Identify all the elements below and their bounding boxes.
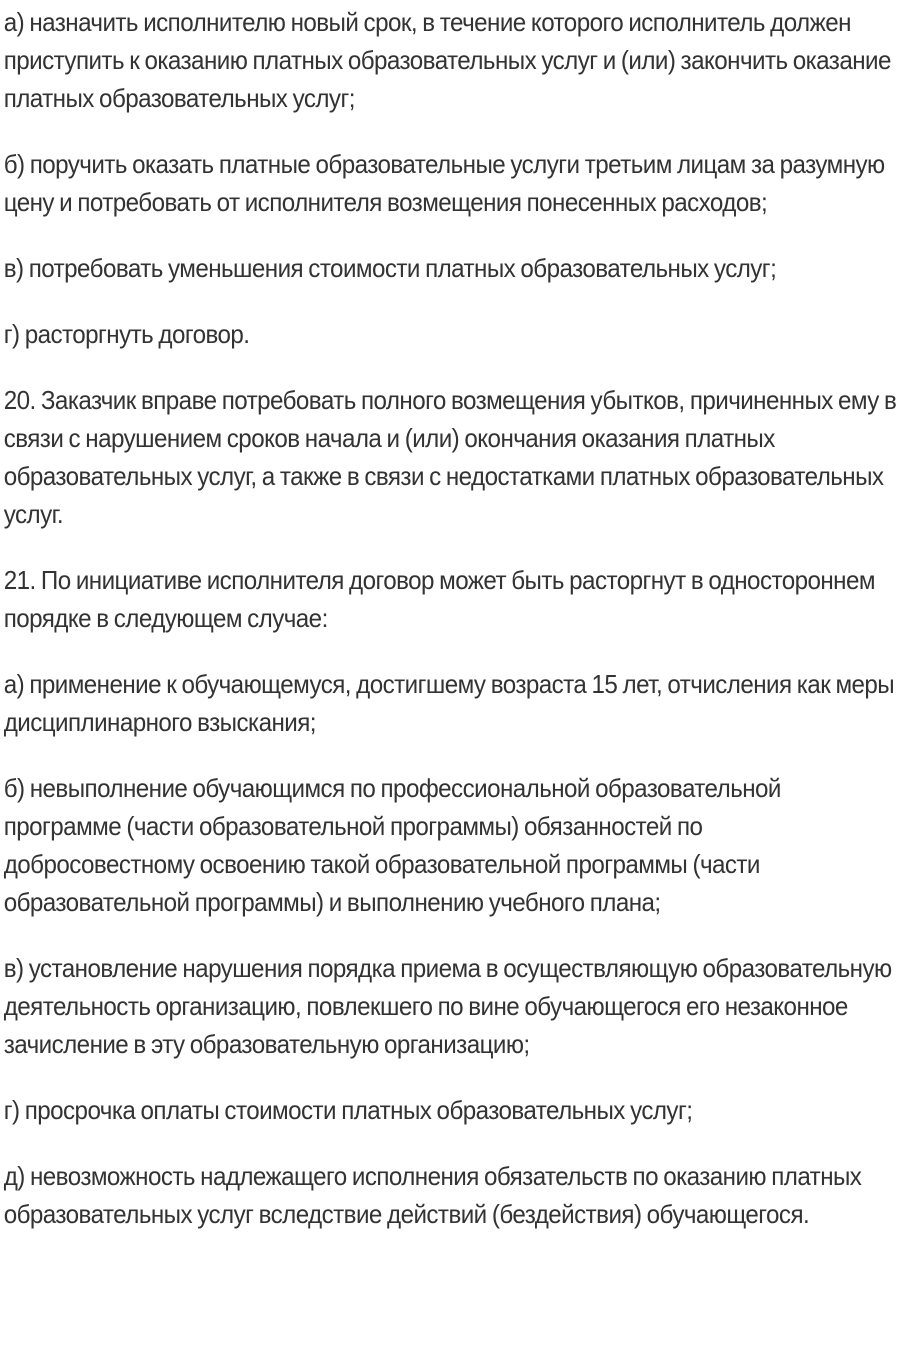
paragraph-21v: в) установление нарушения порядка приема в осуществляющую образовательную деятельность организацию, повлекшего по вине обучающегося его незаконное зачисление в эту образовательную организацию; <box>3 953 892 1059</box>
paragraph-21b: б) невыполнение обучающимся по профессиональной образовательной программе (части образовательной программы) обязанностей по добросовестному освоению такой образовательной программы (части образовательной программы) и выполнению учебного плана; <box>3 773 781 917</box>
document-body <box>0 3 918 1233</box>
paragraph-3g: г) расторгнуть договор. <box>3 319 250 349</box>
paragraph-21g: г) просрочка оплаты стоимости платных образовательных услуг; <box>3 1095 693 1125</box>
paragraph-21d: д) невозможность надлежащего исполнения обязательств по оказанию платных образовательных услуг вследствие действий (бездействия) обучающегося. <box>3 1161 862 1229</box>
paragraph-20: 20. Заказчик вправе потребовать полного возмещения убытков, причиненных ему в связи с нарушением сроков начала и (или) окончания оказания платных образовательных услуг, а также в связи с недостатками платных образовательных услуг. <box>3 385 897 529</box>
paragraph-3b: б) поручить оказать платные образовательные услуги третьим лицам за разумную цену и потребовать от исполнителя возмещения понесенных расходов; <box>3 149 885 217</box>
paragraph-3a: а) назначить исполнителю новый срок, в течение которого исполнитель должен приступить к оказанию платных образовательных услуг и (или) закончить оказание платных образовательных услуг; <box>3 7 891 113</box>
paragraph-21a: а) применение к обучающемуся, достигшему возраста 15 лет, отчисления как меры дисциплинарного взыскания; <box>3 669 895 737</box>
paragraph-21: 21. По инициативе исполнителя договор может быть расторгнут в одностороннем порядке в следующем случае: <box>3 565 875 633</box>
paragraph-3v: в) потребовать уменьшения стоимости платных образовательных услуг; <box>3 253 777 283</box>
